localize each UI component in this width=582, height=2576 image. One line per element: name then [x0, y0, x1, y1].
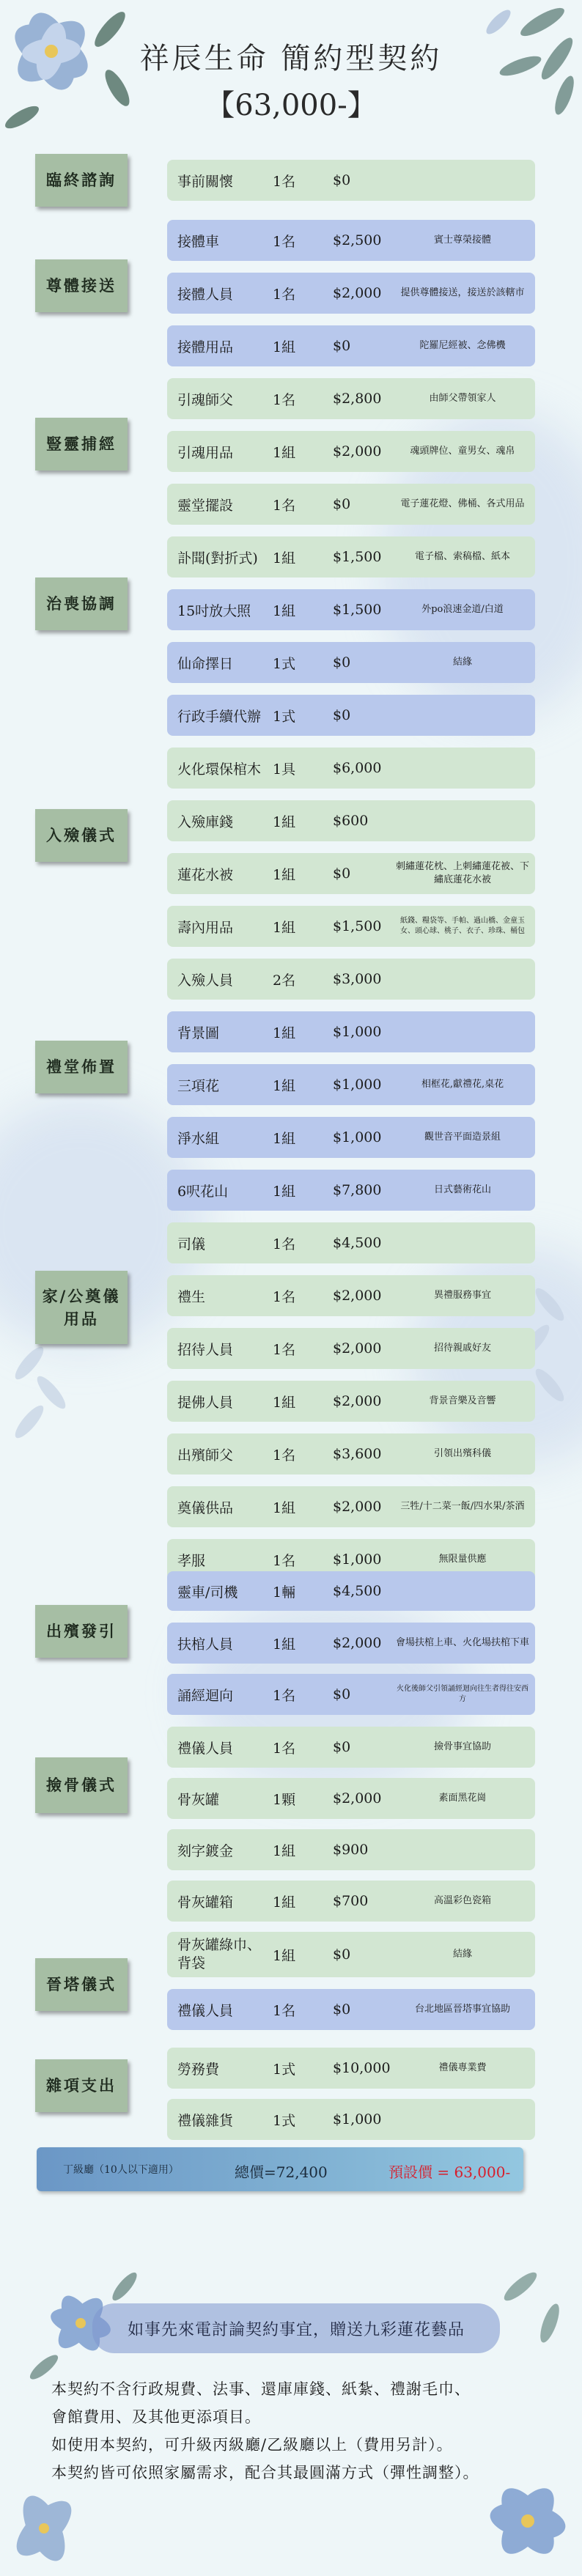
item-row: 入殮人員 2名 $3,000	[167, 959, 535, 1000]
item-row: 淨水組 1組 $1,000 觀世音平面造景組	[167, 1117, 535, 1158]
item-row: 骨灰罐綠巾、背袋 1組 $0 結緣	[167, 1932, 535, 1977]
special-price: 預設價 = 63,000-	[388, 2163, 511, 2181]
item-row: 接體車 1名 $2,500 賓士尊榮接體	[167, 220, 535, 261]
item-row: 入殮庫錢 1組 $600	[167, 800, 535, 841]
item-row: 壽內用品 1組 $1,500 紙錢、糧袋等、手帕、過山橋、金童玉女、頭心球、桃子、衣子、珍珠、桶包	[167, 906, 535, 947]
item-row: 蓮花水被 1組 $0 刺繡蓮花枕、上刺繡蓮花被、下繡底蓮花水被	[167, 853, 535, 894]
package-price: 【63,000-】	[205, 89, 377, 122]
category-label: 撿骨儀式	[35, 1757, 128, 1813]
item-row: 奠儀供品 1組 $2,000 三牲/十二菜一飯/四水果/茶酒	[167, 1486, 535, 1527]
item-row: 刻字鍍金 1組 $900	[167, 1829, 535, 1870]
item-row: 引魂用品 1組 $2,000 魂頭牌位、童男女、魂帛	[167, 431, 535, 472]
category-label: 禮堂佈置	[35, 1041, 128, 1093]
item-row: 接體用品 1組 $0 陀羅尼經被、念佛機	[167, 325, 535, 366]
category-label: 出殯發引	[35, 1605, 128, 1658]
category-label: 家/公奠儀用品	[35, 1271, 128, 1344]
item-row: 招待人員 1名 $2,000 招待親戚好友	[167, 1328, 535, 1369]
item-row: 出殯師父 1名 $3,600 引領出殯科儀	[167, 1433, 535, 1475]
category-label: 臨終諮詢	[35, 154, 128, 207]
promo-banner: 如事先來電討論契約事宜，贈送九彩蓮花藝品	[92, 2303, 500, 2353]
item-row: 禮生 1名 $2,000 異禮服務事宜	[167, 1275, 535, 1316]
hall-grade-label: 丁級廳（10人以下適用）	[63, 2164, 179, 2176]
item-row: 禮儀人員 1名 $0 撿骨事宜協助	[167, 1727, 535, 1768]
contract-note: 本契約皆可依照家屬需求，配合其最圓滿方式（彈性調整）。	[51, 2464, 479, 2481]
item-row: 禮儀人員 1名 $0 台北地區晉塔事宜協助	[167, 1989, 535, 2030]
item-row: 靈堂擺設 1名 $0 電子蓮花燈、佛桶、各式用品	[167, 484, 535, 525]
item-row: 孝服 1名 $1,000 無限量供應	[167, 1539, 535, 1580]
category-label: 晉塔儀式	[35, 1958, 128, 2011]
item-row: 火化環保棺木 1具 $6,000	[167, 748, 535, 789]
item-row: 訃聞(對折式) 1組 $1,500 電子檔、索稿檔、紙本	[167, 536, 535, 577]
item-row: 提佛人員 1組 $2,000 背景音樂及音響	[167, 1381, 535, 1422]
category-label: 治喪協調	[35, 577, 128, 630]
contract-note: 會館費用、及其他更添項目。	[51, 2408, 261, 2426]
price-summary-bar	[37, 2147, 523, 2191]
item-row: 行政手續代辦 1式 $0	[167, 695, 535, 736]
total-price: 總價=72,400	[235, 2163, 328, 2181]
item-row: 接體人員 1名 $2,000 提供尊體接送，接送於該轄市	[167, 273, 535, 314]
page-title: 祥辰生命 簡約型契約	[139, 42, 443, 75]
item-row: 引魂師父 1名 $2,800 由師父帶領家人	[167, 378, 535, 419]
item-row: 事前關懷 1名 $0	[167, 160, 535, 201]
item-row: 仙命擇日 1式 $0 結緣	[167, 642, 535, 683]
category-label: 尊體接送	[35, 259, 128, 312]
category-label: 豎靈捕經	[35, 418, 128, 470]
contract-note: 本契約不含行政規費、法事、還庫庫錢、紙紮、禮謝毛巾、	[51, 2380, 471, 2398]
contract-note: 如使用本契約，可升級丙級廳/乙級廳以上（費用另計）。	[51, 2436, 453, 2454]
item-row: 司儀 1名 $4,500	[167, 1222, 535, 1263]
item-row: 15吋放大照 1組 $1,500 外po浪速金道/白道	[167, 589, 535, 630]
item-row: 骨灰罐 1顆 $2,000 素面黑花崗	[167, 1778, 535, 1819]
item-row: 6呎花山 1組 $7,800 日式藝術花山	[167, 1170, 535, 1211]
item-row: 勞務費 1式 $10,000 禮儀專業費	[167, 2048, 535, 2089]
item-row: 靈車/司機 1輛 $4,500	[167, 1571, 535, 1611]
item-row: 背景圖 1組 $1,000	[167, 1011, 535, 1052]
item-row: 誦經迴向 1名 $0 火化後師父引領誦經迴向往生者得往安西方	[167, 1674, 535, 1715]
item-row: 三項花 1組 $1,000 相框花,獻禮花,桌花	[167, 1064, 535, 1105]
item-row: 扶棺人員 1組 $2,000 會場扶棺上車、火化場扶棺下車	[167, 1623, 535, 1664]
item-row: 禮儀雜貨 1式 $1,000	[167, 2099, 535, 2140]
category-label: 雜項支出	[35, 2059, 128, 2112]
category-label: 入殮儀式	[35, 809, 128, 862]
item-row: 骨灰罐箱 1組 $700 高溫彩色瓷箱	[167, 1881, 535, 1922]
